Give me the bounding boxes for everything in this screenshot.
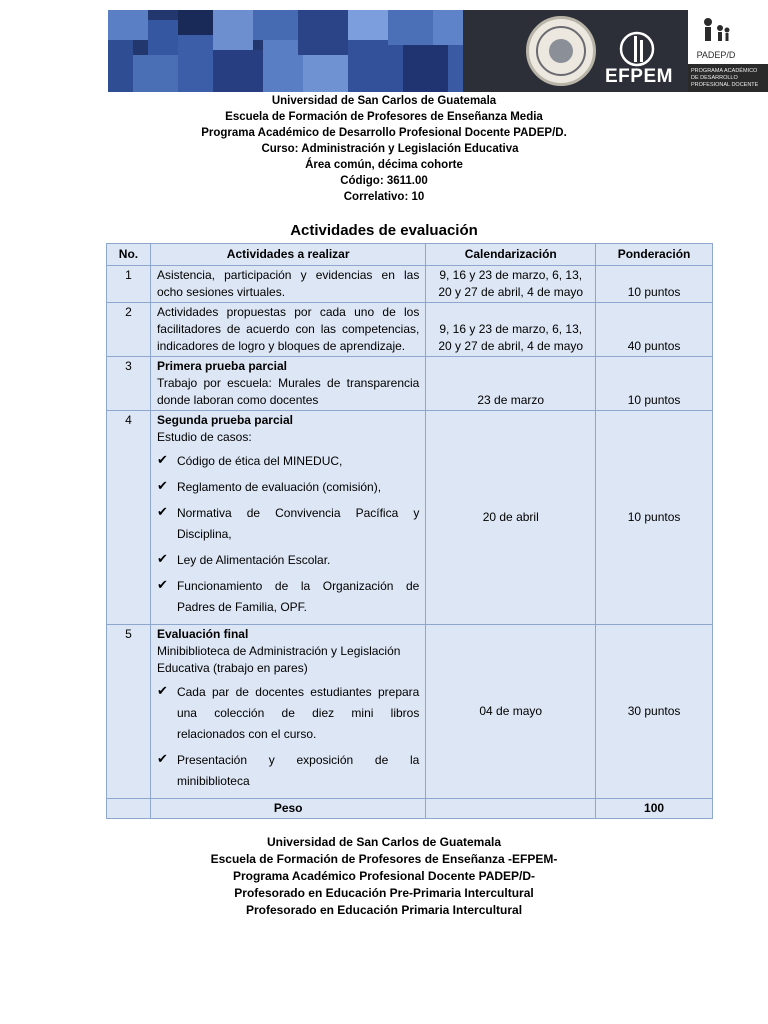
activity-cell [150, 357, 425, 411]
footer-line: Universidad de San Carlos de Guatemala [266, 835, 502, 849]
weight-cell: 30 puntos [596, 625, 713, 799]
padep-label: PADEP/D [696, 50, 736, 60]
schedule-cell: 04 de mayo [426, 625, 596, 799]
checklist-text: Reglamento de evaluación (comisión), [176, 480, 382, 494]
footer-line: Programa Académico Profesional Docente PADEP/D- [232, 869, 536, 883]
activity-cell [150, 625, 425, 799]
checklist-text: Presentación y exposición de la minibiblioteca [176, 753, 420, 788]
row-number: 3 [107, 357, 151, 411]
checklist-text: Código de ética del MINEDUC, [176, 454, 343, 468]
header-line: Código: 3611.00 [340, 175, 428, 187]
checklist-text: Funcionamiento de la Organización de Padres de Familia, OPF. [176, 579, 420, 614]
header-line: Escuela de Formación de Profesores de Enseñanza Media [225, 111, 543, 123]
padep-figures-icon [688, 14, 744, 50]
row-number: 1 [107, 266, 151, 303]
checkmark-icon: ✔ [156, 551, 168, 566]
checkmark-icon: ✔ [156, 683, 168, 698]
footer-line: Profesorado en Educación Pre-Primaria Intercultural [234, 886, 534, 900]
table-row [107, 411, 713, 625]
checklist-item [157, 503, 419, 545]
checklist-text: Ley de Alimentación Escolar. [176, 553, 331, 567]
column-header: Calendarización [426, 244, 596, 266]
checklist-item [157, 750, 419, 792]
mosaic-graphic [108, 10, 478, 92]
activity-title: Segunda prueba parcial [156, 413, 293, 427]
header-line: Curso: Administración y Legislación Educativa [261, 143, 519, 155]
footer-line: Escuela de Formación de Profesores de Enseñanza -EFPEM- [210, 852, 558, 866]
table-row [107, 303, 713, 357]
activity-cell: Actividades propuestas por cada uno de los facilitadores de acuerdo con las competencias, indicadores de logro y bloques de aprendizaje. [150, 303, 425, 357]
table-row [107, 357, 713, 411]
checklist-item [157, 477, 419, 498]
activity-description: Minibiblioteca de Administración y Legislación Educativa (trabajo en pares) [156, 644, 401, 675]
column-header: Actividades a realizar [150, 244, 425, 266]
checkmark-icon: ✔ [156, 504, 168, 519]
total-label: Peso [150, 799, 425, 819]
document-header [0, 93, 768, 205]
schedule-cell: 23 de marzo [426, 357, 596, 411]
row-number: 5 [107, 625, 151, 799]
schedule-cell: 20 de abril [426, 411, 596, 625]
column-header: Ponderación [596, 244, 713, 266]
activity-title: Primera prueba parcial [156, 359, 288, 373]
header-line: Universidad de San Carlos de Guatemala [271, 95, 497, 107]
schedule-cell: 9, 16 y 23 de marzo, 6, 13, 20 y 27 de abril, 4 de mayo [426, 266, 596, 303]
table-header-row [107, 244, 713, 266]
footer-line: Profesorado en Educación Primaria Intercultural [245, 903, 523, 917]
row-number: 2 [107, 303, 151, 357]
activity-description: Estudio de casos: [156, 430, 252, 444]
table-row [107, 625, 713, 799]
efpem-symbol-icon [603, 28, 683, 70]
table-title: Actividades de evaluación [290, 222, 478, 239]
checklist-item [157, 682, 419, 745]
header-line: Área común, décima cohorte [305, 159, 463, 171]
table-total-row [107, 799, 713, 819]
table-row [107, 266, 713, 303]
header-line: Programa Académico de Desarrollo Profesional Docente PADEP/D. [201, 127, 567, 139]
efpem-logo-text: EFPEM [605, 66, 673, 87]
header-banner [108, 10, 768, 92]
checklist-text: Normativa de Convivencia Pacífica y Disciplina, [176, 506, 420, 541]
schedule-cell: 9, 16 y 23 de marzo, 6, 13, 20 y 27 de abril, 4 de mayo [426, 303, 596, 357]
activity-description: Trabajo por escuela: Murales de transparencia donde laboran como docentes [156, 376, 420, 407]
activity-cell: Asistencia, participación y evidencias en las ocho sesiones virtuales. [150, 266, 425, 303]
evaluation-table [106, 243, 713, 819]
checklist-text: Cada par de docentes estudiantes prepara una colección de diez mini libros relacionados con el curso. [176, 685, 420, 741]
weight-cell: 10 puntos [596, 266, 713, 303]
empty-cell [426, 799, 596, 819]
checklist-item [157, 550, 419, 571]
document-footer [0, 834, 768, 919]
empty-cell [107, 799, 151, 819]
column-header: No. [107, 244, 151, 266]
weight-cell: 10 puntos [596, 411, 713, 625]
checkmark-icon: ✔ [156, 478, 168, 493]
activity-cell [150, 411, 425, 625]
checklist-item [157, 451, 419, 472]
checkmark-icon: ✔ [156, 577, 168, 592]
weight-cell: 10 puntos [596, 357, 713, 411]
checklist-item [157, 576, 419, 618]
checkmark-icon: ✔ [156, 452, 168, 467]
padep-strip-text: PROGRAMA ACADÉMICO DE DESARROLLO PROFESIONAL DOCENTE [688, 64, 768, 92]
university-seal-logo [526, 16, 596, 86]
padep-logo [688, 10, 768, 92]
weight-cell: 40 puntos [596, 303, 713, 357]
total-value: 100 [596, 799, 713, 819]
header-line: Correlativo: 10 [343, 191, 425, 203]
checkmark-icon: ✔ [156, 751, 168, 766]
row-number: 4 [107, 411, 151, 625]
activity-title: Evaluación final [156, 627, 249, 641]
